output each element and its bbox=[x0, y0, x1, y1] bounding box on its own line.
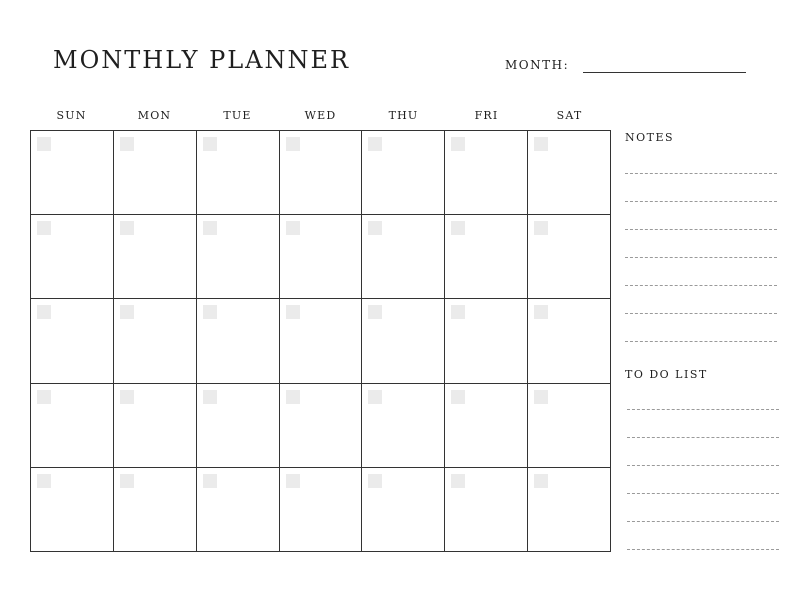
calendar-day-cell[interactable] bbox=[114, 131, 197, 215]
calendar-day-cell[interactable] bbox=[31, 299, 114, 383]
calendar-day-cell[interactable] bbox=[362, 215, 445, 299]
date-number-box[interactable] bbox=[203, 390, 217, 404]
calendar-day-cell[interactable] bbox=[362, 131, 445, 215]
calendar-day-cell[interactable] bbox=[362, 384, 445, 468]
date-number-box[interactable] bbox=[451, 474, 465, 488]
calendar-day-cell[interactable] bbox=[114, 468, 197, 552]
calendar-day-cell[interactable] bbox=[528, 384, 611, 468]
calendar-day-cell[interactable] bbox=[280, 131, 363, 215]
notes-line[interactable] bbox=[625, 285, 777, 313]
date-number-box[interactable] bbox=[286, 474, 300, 488]
todo-heading: TO DO LIST bbox=[625, 368, 708, 381]
page-title: MONTHLY PLANNER bbox=[53, 46, 351, 74]
date-number-box[interactable] bbox=[368, 474, 382, 488]
calendar-day-cell[interactable] bbox=[197, 384, 280, 468]
date-number-box[interactable] bbox=[451, 221, 465, 235]
date-number-box[interactable] bbox=[37, 474, 51, 488]
date-number-box[interactable] bbox=[120, 390, 134, 404]
date-number-box[interactable] bbox=[120, 221, 134, 235]
calendar-day-cell[interactable] bbox=[362, 299, 445, 383]
date-number-box[interactable] bbox=[203, 137, 217, 151]
date-number-box[interactable] bbox=[203, 305, 217, 319]
weekday-header bbox=[30, 109, 611, 122]
date-number-box[interactable] bbox=[534, 474, 548, 488]
weekday-mon: MON bbox=[137, 109, 172, 122]
todo-line[interactable] bbox=[627, 465, 779, 493]
calendar-day-cell[interactable] bbox=[114, 384, 197, 468]
date-number-box[interactable] bbox=[203, 221, 217, 235]
calendar-day-cell[interactable] bbox=[280, 215, 363, 299]
notes-line[interactable] bbox=[625, 173, 777, 201]
date-number-box[interactable] bbox=[37, 137, 51, 151]
date-number-box[interactable] bbox=[368, 305, 382, 319]
todo-line[interactable] bbox=[627, 521, 779, 549]
calendar-day-cell[interactable] bbox=[114, 299, 197, 383]
calendar-day-cell[interactable] bbox=[362, 468, 445, 552]
weekday-sat: SAT bbox=[556, 109, 583, 122]
date-number-box[interactable] bbox=[286, 137, 300, 151]
calendar-day-cell[interactable] bbox=[445, 131, 528, 215]
date-number-box[interactable] bbox=[451, 137, 465, 151]
date-number-box[interactable] bbox=[534, 390, 548, 404]
calendar-day-cell[interactable] bbox=[445, 384, 528, 468]
notes-line[interactable] bbox=[625, 341, 777, 369]
date-number-box[interactable] bbox=[534, 305, 548, 319]
calendar-day-cell[interactable] bbox=[31, 215, 114, 299]
month-label: MONTH: bbox=[505, 58, 570, 72]
date-number-box[interactable] bbox=[37, 221, 51, 235]
calendar-day-cell[interactable] bbox=[197, 299, 280, 383]
notes-line[interactable] bbox=[625, 201, 777, 229]
todo-line[interactable] bbox=[627, 549, 779, 577]
calendar-day-cell[interactable] bbox=[280, 468, 363, 552]
date-number-box[interactable] bbox=[120, 137, 134, 151]
notes-line[interactable] bbox=[625, 257, 777, 285]
date-number-box[interactable] bbox=[534, 137, 548, 151]
date-number-box[interactable] bbox=[120, 474, 134, 488]
month-input-line[interactable] bbox=[583, 72, 746, 73]
calendar-day-cell[interactable] bbox=[197, 131, 280, 215]
weekday-sun: SUN bbox=[56, 109, 87, 122]
date-number-box[interactable] bbox=[286, 221, 300, 235]
calendar-day-cell[interactable] bbox=[31, 384, 114, 468]
todo-line[interactable] bbox=[627, 493, 779, 521]
todo-line[interactable] bbox=[627, 437, 779, 465]
weekday-wed: WED bbox=[304, 109, 337, 122]
calendar-day-cell[interactable] bbox=[280, 384, 363, 468]
date-number-box[interactable] bbox=[286, 305, 300, 319]
date-number-box[interactable] bbox=[451, 305, 465, 319]
notes-line[interactable] bbox=[625, 229, 777, 257]
calendar-day-cell[interactable] bbox=[445, 215, 528, 299]
calendar-day-cell[interactable] bbox=[445, 468, 528, 552]
calendar-day-cell[interactable] bbox=[445, 299, 528, 383]
calendar-day-cell[interactable] bbox=[280, 299, 363, 383]
calendar-day-cell[interactable] bbox=[197, 468, 280, 552]
date-number-box[interactable] bbox=[37, 305, 51, 319]
notes-lines bbox=[625, 173, 777, 369]
notes-line[interactable] bbox=[625, 313, 777, 341]
date-number-box[interactable] bbox=[203, 474, 217, 488]
date-number-box[interactable] bbox=[368, 137, 382, 151]
calendar-day-cell[interactable] bbox=[31, 468, 114, 552]
weekday-thu: THU bbox=[388, 109, 419, 122]
calendar-day-cell[interactable] bbox=[31, 131, 114, 215]
calendar-day-cell[interactable] bbox=[114, 215, 197, 299]
todo-lines bbox=[627, 409, 779, 577]
weekday-fri: FRI bbox=[474, 109, 499, 122]
date-number-box[interactable] bbox=[37, 390, 51, 404]
date-number-box[interactable] bbox=[451, 390, 465, 404]
weekday-tue: TUE bbox=[223, 109, 252, 122]
date-number-box[interactable] bbox=[120, 305, 134, 319]
date-number-box[interactable] bbox=[368, 221, 382, 235]
date-number-box[interactable] bbox=[534, 221, 548, 235]
calendar-grid bbox=[30, 130, 611, 552]
calendar-day-cell[interactable] bbox=[528, 299, 611, 383]
date-number-box[interactable] bbox=[286, 390, 300, 404]
calendar-day-cell[interactable] bbox=[528, 215, 611, 299]
notes-heading: NOTES bbox=[625, 131, 675, 144]
todo-line[interactable] bbox=[627, 409, 779, 437]
calendar-day-cell[interactable] bbox=[197, 215, 280, 299]
date-number-box[interactable] bbox=[368, 390, 382, 404]
calendar-day-cell[interactable] bbox=[528, 131, 611, 215]
calendar-day-cell[interactable] bbox=[528, 468, 611, 552]
